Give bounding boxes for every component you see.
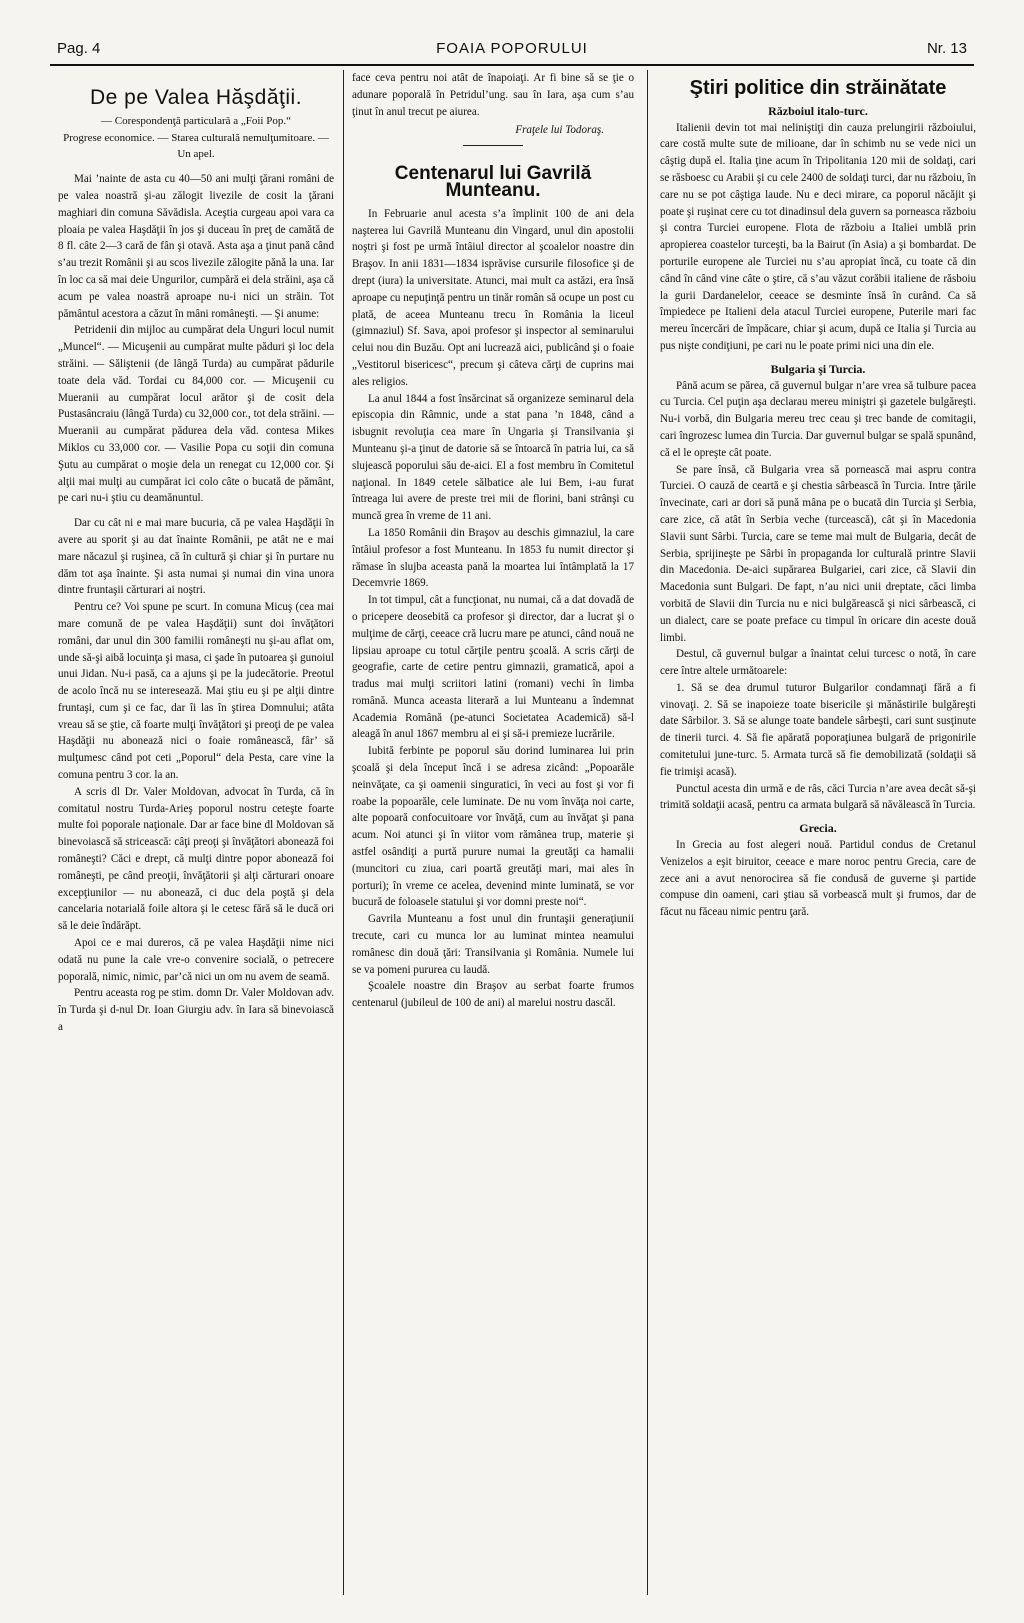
paragraph: face ceva pentru noi atât de înapoiaţi. Ar fi bine să se ţie o adunare poporală în Petridul’ung. sau în Iara, aşa cum s’au ţinut în anul trecut pe aiurea. bbox=[352, 72, 634, 118]
paragraph: Mai ’nainte de asta cu 40—50 ani mulţi ţărani români de pe valea noastră şi-au zălogit livezile de cosit la ţărani maghiari din comuna Săvădisla. Aceştia curgeau apoi vara ca ploaia pe valea Haşdăţii în jos şi duceau în preţ de camătă de 8 fl. câte 2—3 cară de fân şi otavă. Asta aşa a ţinut pană când s’au trezit Românii şi au scos livezile zălogite pănă la una. Iar în loc ca să mai deie Ungurilor, cumpără ei dela străini, aşa că acum pe valea noastră aproape nu-i nici un străin. Tot pământul acestora a căzut în mâni româneşti. — Şi anume: bbox=[58, 173, 334, 320]
column-1 bbox=[58, 70, 334, 1036]
paragraph: Iubită ferbinte pe poporul său dorind luminarea lui prin şcoală şi dela început încă i se adresa zicând: „Popoarăle neinvăţate, ca şi oamenii singuratici, în veci au fost şi vor fi roabe la popoarăle, cele luminate. De nu vom învăţa noi carte, alte popoară confocuitoare vor învăţă, cum au învăţat şi pana acum. Noi atunci şi în viitor vom rămânea trup, materie şi astfel osândiţi a purtă purure numai la greutăţi ca hamalii (muncitori cu ziua, cari poartă greutăţi mari, mai ales în porturi); în vreme ce acelea, devenind minte luminată, se vor bucură de foloasele statului şi vor domni preste noi“. bbox=[352, 745, 634, 909]
column-divider bbox=[647, 70, 648, 1595]
paragraph: Petridenii din mijloc au cumpărat dela Unguri locul numit „Muncel“. — Micuşenii au cumpărat multe păduri şi loc dela străini. — Săliştenii (de lângă Turda) au cumpărat pădurile toate dela văd. Tordai cu 84,000 cor. — Micuşenii cu Mueranii au cumpărat locul arător şi de cosit dela Pustasâncraiu (lângă Turda) cu 32,000 cor., tot dela străini. — Mueranii au cumpărat pădurea dela văd. contesa Mikes Miklos cu 33,000 cor. — Vasilie Popa cu soţii din comuna Şutu au cumpărat o moşie dela un renegat cu 12,000 cor. Şi alţii mai mulţi au cumpărat ici colo câte o bucată de pământ, pe cari nu-i ştiu cu deamănuntul. bbox=[58, 324, 334, 505]
issue-number: Nr. 13 bbox=[926, 40, 967, 57]
paragraph: Gavrila Munteanu a fost unul din fruntaşii generaţiunii trecute, cari cu munca lor au luminat mintea neamului românesc din două ţări: Transilvania şi România. Numele lui se va pomeni pururea cu laudă. bbox=[352, 913, 634, 976]
subsection-title: Războiul italo-turc. bbox=[768, 103, 868, 118]
newspaper-title: FOAIA POPORULUI bbox=[436, 40, 588, 57]
paragraph: La 1850 Românii din Braşov au deschis gimnaziul, la care întâiul profesor a fost Munteanu. In 1853 fu numit director şi rămase în slujba aceasta pană la moartea lui întâmplată la 17 Decemvrie 1869. bbox=[352, 526, 634, 590]
paragraph: A scris dl Dr. Valer Moldovan, advocat în Turda, că în comitatul nostru Turda-Arieş poporul nostru ceteşte foarte multe foi poporale naţionale. Dar ar face bine dl Moldovan să binevoiască să stricească: câţi preoţi şi învăţători abonează foi româneşti? Căci e drept, că mulţi dintre popor abonează foi româneşti, pe când preoţii, învăţătorii şi alţi cărturari onoare excepţiunilor — nu abonează, ci duc dela poştă şi dela cancelaria notarială foile altora şi le cetesc fără să le ducă ori să le deie îndărăpt. bbox=[58, 785, 334, 933]
column-2 bbox=[352, 70, 634, 1012]
paragraph: 1. Să se dea drumul tuturor Bulgarilor condamnaţi fără a fi vinovaţi. 2. Să se inapoieze toate bisericile şi mănăstirile bulgăreşti date Sârbilor. 3. Să se alunge toate bandele sârbeşti, cari sunt susţinute de tinerii turci. 4. Să fie apărată poporaţiunea bulgară de prigonirile comitetului june-turc. 5. Armata turcă să fie demobilizată (soldaţii să fie trimişi acasă). bbox=[660, 681, 976, 778]
article-subtitle: Progrese economice. — Starea culturală nemulţumitoare. — Un apel. bbox=[63, 131, 329, 161]
paragraph: Dar cu cât ni e mai mare bucuria, că pe valea Haşdăţii în avere au sporit şi au dat înainte Românii, pe atât ne e mai mare năcazul şi ruşinea, că în cultură şi chiar şi în purtare nu dăm tot aşa înainte. Şi asta numai şi numai din vina unora dintre fruntaşii cărturari ai noştri. bbox=[58, 517, 334, 597]
paragraph: Şcoalele noastre din Braşov au serbat foarte frumos centenarul (jubileul de 100 de ani) al marelui nostru dascăl. bbox=[352, 980, 634, 1010]
paragraph: In tot timpul, cât a funcţionat, nu numai, că a dat dovadă de o pricepere deosebită ca profesor şi director, dar a lucrat şi o mulţime de cărţi, ceeace cră lucru mare pe atunci, când nouă ne lipsiau aproape cu totul cărţile pentru şcoală. A scris cărţi de geografie, carte de cetire pentru gimnazii, gramatică, apoi a tradus mai mulţi scriitori latini (romani) vechi în limba română. Munca aceasta literară a lui Munteanu a îndemnat Academia Română (pe-atunci Societatea Academică) să-l aleagă în anul 1867 membru al ei şi să-i premieze lucrările. bbox=[352, 594, 634, 741]
article-title: De pe Valea Hăşdăţii. bbox=[89, 86, 303, 109]
paragraph: La anul 1844 a fost însărcinat să organizeze seminarul dela episcopia din Râmnic, unde a stat pana ’n 1848, când a isbugnit revoluţia cea mare în Ungaria şi Transilvania şi Munteanu şi-a ţinut de datorie să se întoarcă în patria lui, ca să slujească poporului său de-aici. El a fost membru în Comitetul naţional. In 1849 cetele sălbatice ale lui Bem, i-au furat întreaga lui avere de preste trei mii de florini, bani strânşi cu muncă grea în vreme de 11 ani. bbox=[352, 392, 634, 523]
page-number: Pag. 4 bbox=[57, 40, 101, 57]
subsection-title: Bulgaria şi Turcia. bbox=[770, 361, 866, 376]
paragraph: In Februarie anul acesta s’a împlinit 100 de ani dela naşterea lui Gavrilă Munteanu din Vingard, unul din apostolii noştri şi fost pe urmă întâiul director al şcoalelor noastre din Braşov. In anii 1831—1834 isprăvise cursurile filosofice şi de drept (iura) la universitate. Atunci, mai mult ca astăzi, era însă aproape cu nepuţinţă pentru un tinăr român să ocupe un post cu plată, de aceea Munteanu trecu în România la liceul (gimnaziul) Sf. Sava, apoi profesor şi inspector al seminarului celui nou din Buzău. Opt ani lucrează aici, publicând şi o foaie „Vestitorul bisericesc“, precum şi câteva cărţi de cuprins mai ales religios. bbox=[352, 207, 634, 388]
paragraph: Pentru ce? Voi spune pe scurt. In comuna Micuş (cea mai mare comună de pe valea Haşdăţii) sunt doi învăţători români, dar unul din 300 familii româneşti nu şi-au aflat om, unde să-şi aibă locuinţa şi masa, ci şade în putoarea şi gunoiul unui Jidan. Nu-i pasă, ca a ajuns şi pe la judecătorie. Preotul de acolo încă nu se interesează. Mai ştiu eu şi pe alţii dintre fruntaşi, cum şi ce fac, dar îi las în ştirea Domnului; atâta vreau să se ştie, că foarte mulţi învăţători şi preoţi de pe valea Haşdăţii nu abonează nici o foaie românească, fâr’ să mulţumesc când pot ceti „Poporul“ dela Pesta, care vine la comuna pentru 3 cor. la an. bbox=[58, 601, 334, 782]
paragraph: Apoi ce e mai dureros, că pe valea Haşdăţii nime nici odată nu pune la cale vre-o convenire socială, o petrecere poporală, nimic, nimic, par’că nici un om nu avem de seamă. bbox=[58, 937, 334, 983]
column-3 bbox=[660, 70, 976, 921]
page-header bbox=[57, 40, 967, 64]
separator bbox=[463, 145, 523, 146]
header-rule bbox=[50, 64, 974, 66]
subsection-title: Grecia. bbox=[799, 821, 837, 836]
paragraph: In Grecia au fost alegeri nouă. Partidul condus de Cretanul Venizelos a eşit biruitor, ceeace e mare noroc pentru Grecia, care de zece ani a avut nenorocirea să fie condusă de guverne şi partide compuse din oameni, cari ştiau să vorbească mult şi frumos, dar de făcut nu făceau nimic pentru ţară. bbox=[660, 839, 976, 919]
section-title: Ştiri politice din străinătate bbox=[689, 77, 947, 99]
article-title: Centenarul lui Gavrilă Munteanu. bbox=[394, 163, 592, 201]
paragraph: Se pare însă, că Bulgaria vrea să pornească mai aspru contra Turciei. O cauză de ceartă e şi chestia sârbească în Turcia. Intre ţările învecinate, cari ar dori să pună mâna pe o bucată din Turcia şi Serbia, care zice, că atât în Serbia veche (turcească), cât şi în Macedonia Slavii sunt Sârbi. Turcia, care se teme mai mult de Bulgaria, decât de Serbia, sprijineşte pe Sârbi în propaganda lor culturală printre Slavii din Macedonia. De-aici supărarea Bulgariei, cari zice, că Slavii din Macedonia sunt Bulgari. De fapt, n’au nici unii dreptate, căci limba vorbită de Slavii din Turcia nu e nici bulgărească şi nici sârbească, ci un dialect, care se poate preface cu timpul în oricare din aceste două limbi. bbox=[660, 463, 976, 644]
article-byline: — Corespondenţă particulară a „Foii Pop.“ bbox=[100, 114, 291, 127]
paragraph: Italienii devin tot mai neliniştiţi din cauza prelungirii războiului, care costă multe sute de milioane, dar în schimb nu se vede nici un câştig după el. Italia ţine acum în Tripolitania 120 mii de soldaţi, cari se răsboesc cu Arabii şi cu cele 2400 de soldaţi turci, dar nu războiu, în care nu se pot câştiga laude. Nu e deci mirare, ca poporul năcăjit şi poate şi ruşinat cere cu tot dinadinsul dela guvern sa porneasca războiu şi contra Turciei europene. Flota de războiu a Italiei umblă prin apropierea coastelor turceşti, ba la Bairut (în Asia) a şi bombardat. De porturile europene ale Turciei nu s’au apropiat încă, cu toate că din când în când vine câte o ştire, că s’au văzut corăbii italiene de răsboiu la gurii Dardanelelor, ceeace se desminte însă în curând. Ca să împiedece pe Italieni dela atacul Turciei europene, Puterile mari fac mereu încercări de împăcare, chiar şi acum, după ce Italia şi Turcia au pus nişte condiţiuni, pe cari nu le poate primi nici una din ele. bbox=[660, 121, 976, 352]
paragraph: Pentru aceasta rog pe stim. domn Dr. Valer Moldovan adv. în Turda şi d-nul Dr. Ioan Giurgiu adv. în Iara să binevoiască a bbox=[58, 987, 334, 1034]
signature: Fraţele lui Todoraş. bbox=[515, 124, 604, 137]
paragraph: Destul, că guvernul bulgar a înaintat celui turcesc o notă, în care cere între altele următoarele: bbox=[660, 648, 976, 678]
column-divider bbox=[343, 70, 344, 1595]
paragraph: Până acum se părea, că guvernul bulgar n’are vrea să tulbure pacea cu Turcia. Cel puţin aşa declarau mereu miniştri şi gazetele bulgăreşti. Nu-i vorbă, din Bulgaria mereu trec ceau şi trec bande de comitagii, cari îngrozesc lumea din Turcia. Dar guvernul bulgar se spală spunând, că el le opreşte cât poate. bbox=[660, 379, 976, 459]
paragraph: Punctul acesta din urmă e de râs, căci Turcia n’are avea decât să-şi trimită soldaţii acasă, pentru ca armata bulgară să năvălească în Turcia. bbox=[660, 782, 976, 812]
